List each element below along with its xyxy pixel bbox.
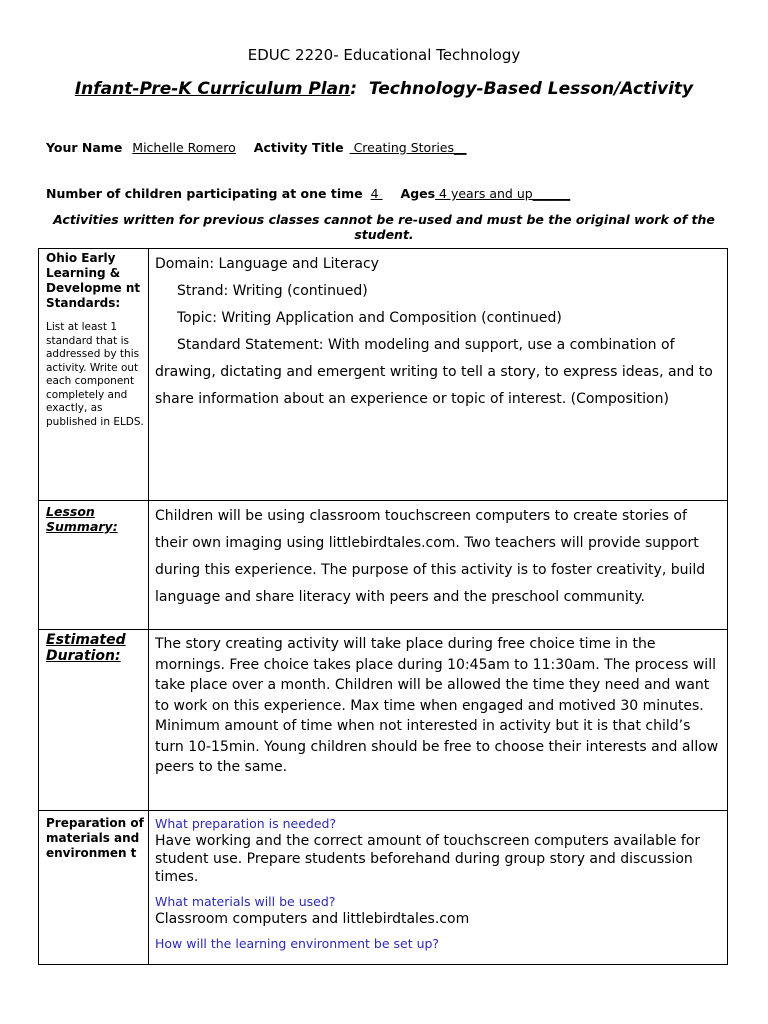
summary-text: Children will be using classroom touchscreen computers to create stories of their own imaging using littlebirdtales.com. Two teachers will provide support during this experience. The purpose of this activity is to foster creativity, build language and share literacy with peers and the preschool community. (155, 508, 706, 605)
standards-instructions: List at least 1 standard that is addressed by this activity. Write out each component completely and exactly, as published in ELDS. (46, 321, 144, 428)
preparation-question-1: What preparation is needed? (155, 816, 337, 831)
children-count-label: Number of children participating at one time (46, 186, 363, 201)
originality-notice: Activities written for previous classes cannot be re-used and must be the original work of the student. (53, 212, 715, 242)
standards-label-cell (39, 249, 149, 501)
duration-label: Estimated Duration: (46, 632, 126, 664)
course-title: EDUC 2220- Educational Technology (247, 46, 521, 64)
plan-title-colon: : (350, 79, 358, 99)
standards-strand: Strand: Writing (continued) (177, 283, 368, 299)
duration-text: The story creating activity will take place during free choice time in the mornings. Free choice takes place during 10:45am to 11:30am. The process will take place over a month. Children will be allowed the time they need and want to work on this experience. Max time when engaged and motived 30 minutes. Minimum amount of time when not interested in activity but it is that child’s turn 10-15min. Young children should be free to choose their interests and allow peers to the same. (155, 636, 719, 775)
preparation-label-cell (39, 811, 149, 965)
duration-label-cell (39, 630, 149, 811)
curriculum-table (38, 248, 728, 965)
summary-content-cell (149, 501, 728, 630)
standards-row (39, 249, 728, 501)
summary-label: Lesson Summary: (46, 504, 118, 534)
name-value: Michelle Romero (132, 140, 236, 155)
children-count-value: 4 (370, 186, 383, 201)
children-ages-row (46, 186, 584, 201)
preparation-question-3: How will the learning environment be set up? (155, 936, 440, 951)
ages-label: Ages (400, 186, 436, 201)
plan-title-suffix: Technology-Based Lesson/Activity (357, 79, 694, 99)
standards-topic: Topic: Writing Application and Composition (continued) (177, 310, 562, 326)
summary-row (39, 501, 728, 630)
plan-title (0, 79, 768, 99)
preparation-label: Preparation of materials and environmen t (46, 816, 144, 860)
plan-title-prefix: Infant-Pre-K Curriculum Plan (74, 79, 351, 99)
standards-statement: Standard Statement: With modeling and support, use a combination of drawing, dictating and emergent writing to tell a story, to express ideas, and to share information about an experience or topic of interest. (Composition) (155, 337, 713, 407)
duration-row (39, 630, 728, 811)
activity-title-value: Creating Stories__ (349, 140, 467, 155)
duration-content-cell (149, 630, 728, 811)
summary-label-cell (39, 501, 149, 630)
activity-title-label: Activity Title (253, 140, 344, 155)
preparation-answer-1: Have working and the correct amount of touchscreen computers available for student use. Prepare students beforehand during group story and discussion times. (155, 833, 701, 885)
standards-content-cell (149, 249, 728, 501)
preparation-row (39, 811, 728, 965)
name-activity-row (46, 140, 481, 155)
ages-value: 4 years and up______ (435, 186, 571, 201)
name-label: Your Name (46, 140, 123, 155)
standards-domain: Domain: Language and Literacy (155, 256, 379, 272)
standards-label: Ohio Early Learning & Developme nt Standards: (46, 251, 141, 310)
preparation-question-2: What materials will be used? (155, 894, 336, 909)
preparation-content-cell (149, 811, 728, 965)
preparation-answer-2: Classroom computers and littlebirdtales.com (155, 911, 470, 927)
